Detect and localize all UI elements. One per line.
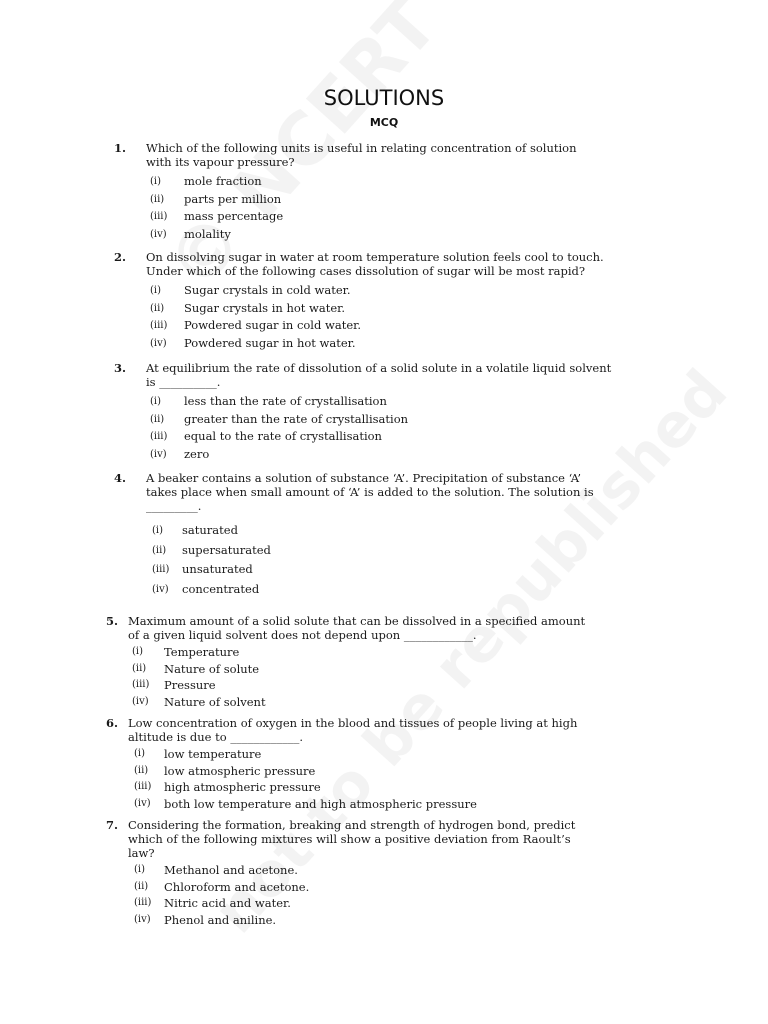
question-text: Considering the formation, breaking and strength of hydrogen bond, predict which of the following mixtures will show a positive deviation from Raoult’s law?: [128, 818, 576, 860]
option: [134, 879, 606, 896]
question-text: Maximum amount of a solid solute that can be dissolved in a specified amount of a given liquid solvent does not depend upon ____________.: [128, 614, 586, 642]
option-text: mole fraction: [184, 174, 262, 188]
question-number: 1.: [114, 141, 127, 155]
question-number: 2.: [114, 250, 127, 264]
option-text: concentrated: [182, 581, 260, 596]
option-number: (i): [134, 748, 146, 759]
option-text: equal to the rate of crystallisation: [184, 429, 382, 443]
option-text: zero: [184, 446, 210, 461]
option: [134, 779, 606, 796]
option-text: low atmospheric pressure: [164, 763, 316, 778]
option-number: (ii): [152, 544, 167, 556]
option-text: both low temperature and high atmospheric pressure: [164, 796, 477, 811]
option-number: (i): [150, 396, 162, 407]
option-number: (ii): [150, 193, 165, 205]
option: [132, 661, 606, 678]
question-4: [114, 471, 624, 599]
question-number: 7.: [106, 818, 119, 832]
option-number: (iv): [150, 448, 167, 460]
option-text: Powdered sugar in cold water.: [184, 318, 362, 332]
option-text: less than the rate of crystallisation: [184, 394, 387, 408]
option-text: saturated: [182, 523, 238, 537]
option-text: supersaturated: [182, 542, 271, 557]
question-1: [114, 141, 624, 243]
option: [150, 173, 624, 191]
option-text: molality: [184, 226, 231, 241]
option-number: (iii): [150, 320, 168, 331]
option-number: (ii): [134, 764, 149, 776]
option-number: (iii): [152, 564, 170, 575]
question-text: A beaker contains a solution of substance ‘A’. Precipitation of substance ‘A’ takes place when small amount of ‘A’ is added to the solution. The solution is _________.: [146, 471, 594, 513]
question-5: [106, 614, 606, 710]
option: [150, 317, 624, 335]
page-title: SOLUTIONS: [323, 86, 445, 110]
question-text: On dissolving sugar in water at room temperature solution feels cool to touch. Under which of the following cases dissolution of sugar will be most rapid?: [146, 250, 604, 278]
option-text: Pressure: [164, 678, 216, 692]
option-number: (iv): [134, 913, 151, 925]
option: [134, 796, 606, 813]
question-6: [106, 716, 606, 812]
option-text: Sugar crystals in hot water.: [184, 300, 346, 315]
option-number: (iv): [150, 337, 167, 349]
option-text: unsaturated: [182, 562, 253, 576]
option-number: (ii): [150, 302, 165, 314]
option-text: greater than the rate of crystallisation: [184, 411, 409, 426]
option-number: (i): [150, 285, 162, 296]
question-7: [106, 818, 606, 928]
option-number: (ii): [150, 413, 165, 425]
option: [150, 335, 624, 353]
option-number: (ii): [132, 662, 147, 674]
option-text: Temperature: [164, 645, 240, 659]
option: [134, 895, 606, 912]
option-text: mass percentage: [184, 209, 284, 223]
option: [152, 560, 624, 580]
option-text: high atmospheric pressure: [164, 780, 321, 794]
option: [132, 644, 606, 661]
option: [152, 580, 624, 600]
question-number: 6.: [106, 716, 119, 730]
option-number: (i): [134, 864, 146, 875]
question-3: [114, 361, 624, 463]
option-text: Powdered sugar in hot water.: [184, 335, 356, 350]
option: [150, 428, 624, 446]
option-number: (iii): [134, 781, 152, 792]
option: [134, 763, 606, 780]
option: [150, 226, 624, 244]
option-text: low temperature: [164, 747, 262, 761]
option-number: (iii): [150, 431, 168, 442]
option-number: (iii): [132, 679, 150, 690]
option: [152, 541, 624, 561]
option-number: (i): [150, 176, 162, 187]
option: [150, 300, 624, 318]
option: [150, 282, 624, 300]
option-number: (iv): [150, 228, 167, 240]
question-number: 3.: [114, 361, 127, 375]
option: [150, 446, 624, 464]
option: [152, 521, 624, 541]
question-2: [114, 250, 624, 352]
option-number: (i): [132, 646, 144, 657]
page-subtitle: MCQ: [369, 116, 399, 129]
question-text: Low concentration of oxygen in the blood and tissues of people living at high altitude is due to ____________.: [128, 716, 578, 744]
question-text: Which of the following units is useful in relating concentration of solution with its vapour pressure?: [146, 141, 577, 169]
option: [134, 912, 606, 929]
option-text: Sugar crystals in cold water.: [184, 283, 351, 297]
option-text: Methanol and acetone.: [164, 863, 298, 877]
option: [132, 694, 606, 711]
option-number: (iv): [134, 797, 151, 809]
option-number: (i): [152, 525, 164, 536]
option-number: (iii): [150, 211, 168, 222]
option: [150, 208, 624, 226]
option-number: (ii): [134, 880, 149, 892]
option-number: (iii): [134, 897, 152, 908]
option-text: Chloroform and acetone.: [164, 879, 310, 894]
question-number: 4.: [114, 471, 127, 485]
option: [134, 746, 606, 763]
option: [150, 191, 624, 209]
option-text: parts per million: [184, 191, 282, 206]
option: [150, 411, 624, 429]
option-text: Nature of solute: [164, 661, 260, 676]
option-text: Phenol and aniline.: [164, 912, 277, 927]
option: [134, 862, 606, 879]
question-number: 5.: [106, 614, 119, 628]
question-text: At equilibrium the rate of dissolution of a solid solute in a volatile liquid solvent is __________.: [146, 361, 612, 389]
option: [150, 393, 624, 411]
option-number: (iv): [132, 695, 149, 707]
option-text: Nitric acid and water.: [164, 896, 291, 910]
option-text: Nature of solvent: [164, 694, 266, 709]
option: [132, 677, 606, 694]
option-number: (iv): [152, 583, 169, 595]
